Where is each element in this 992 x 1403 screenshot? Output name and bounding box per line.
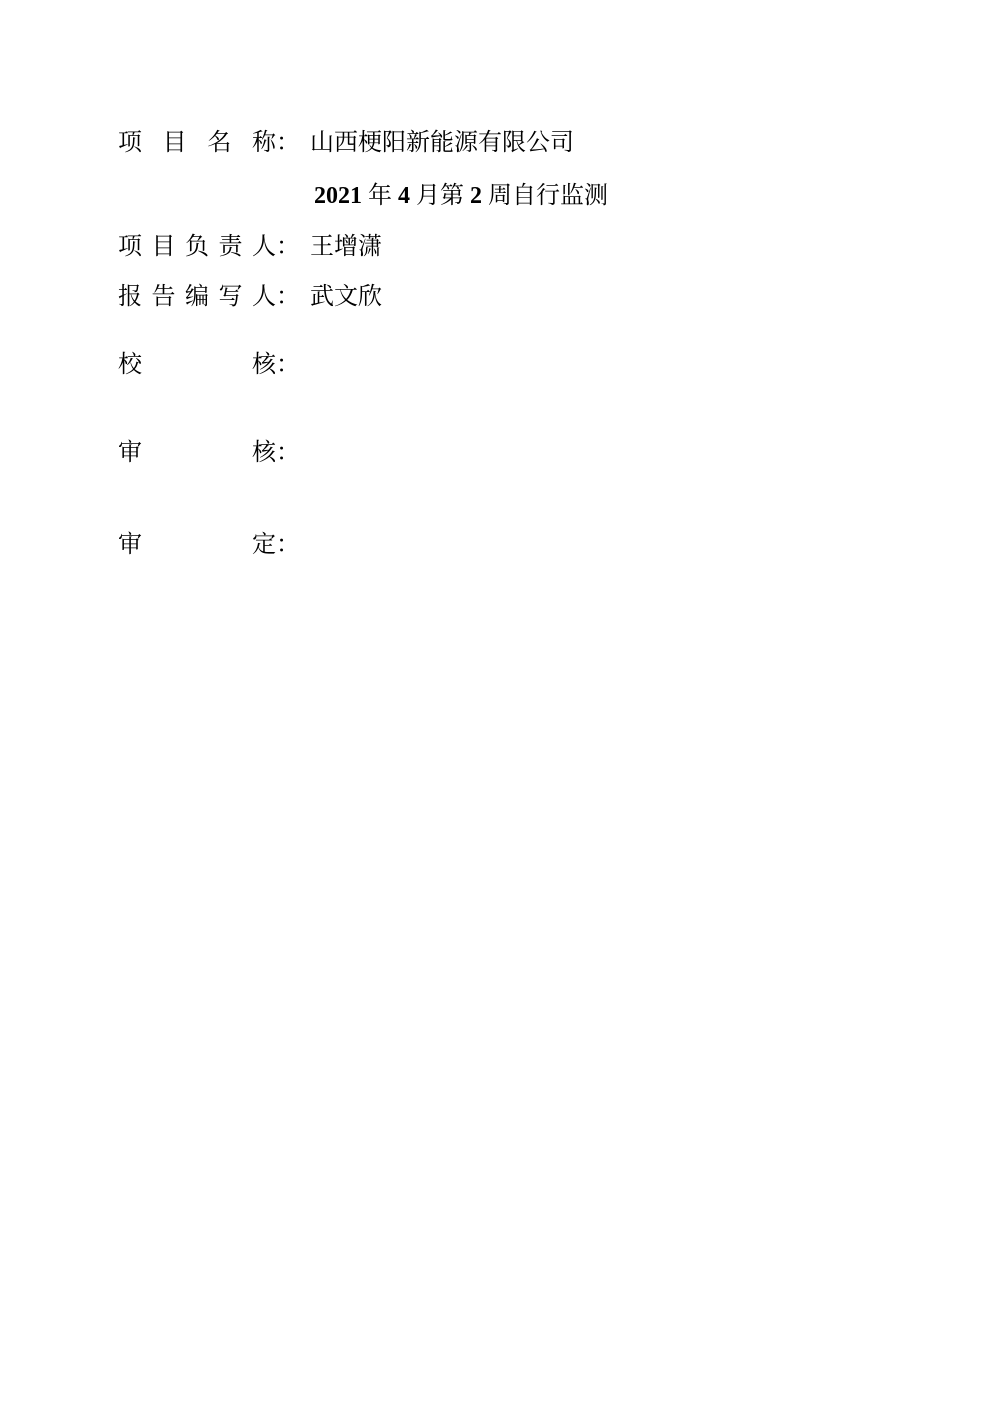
subtitle-year-number: 2021: [314, 183, 362, 209]
proofread-colon: ：: [276, 352, 300, 378]
subtitle-month-number: 4: [398, 183, 410, 209]
field-report-writer: [118, 282, 382, 312]
subtitle-month-label: 月第: [410, 183, 470, 209]
field-approve: [118, 530, 310, 560]
field-project-name: [118, 128, 574, 158]
field-project-leader: [118, 232, 382, 262]
project-leader-value: 王增潇: [310, 234, 382, 260]
project-name-colon: ：: [276, 130, 300, 156]
project-leader-colon: ：: [276, 234, 300, 260]
review-label: 审 核: [118, 440, 276, 466]
subtitle-week-label: 周自行监测: [482, 183, 608, 209]
review-colon: ：: [276, 440, 300, 466]
field-review: [118, 438, 310, 468]
approve-colon: ：: [276, 532, 300, 558]
project-leader-label: 项 目 负 责 人: [118, 234, 276, 260]
field-proofread: [118, 350, 310, 380]
report-writer-colon: ：: [276, 284, 300, 310]
subtitle-year-label: 年: [362, 183, 398, 209]
report-subtitle: [314, 181, 608, 211]
report-writer-label: 报 告 编 写 人: [118, 284, 276, 310]
project-name-label: 项 目 名 称: [118, 130, 276, 156]
report-writer-value: 武文欣: [310, 284, 382, 310]
project-name-value: 山西梗阳新能源有限公司: [310, 130, 574, 156]
subtitle-week-number: 2: [470, 183, 482, 209]
approve-label: 审 定: [118, 532, 276, 558]
proofread-label: 校 核: [118, 352, 276, 378]
